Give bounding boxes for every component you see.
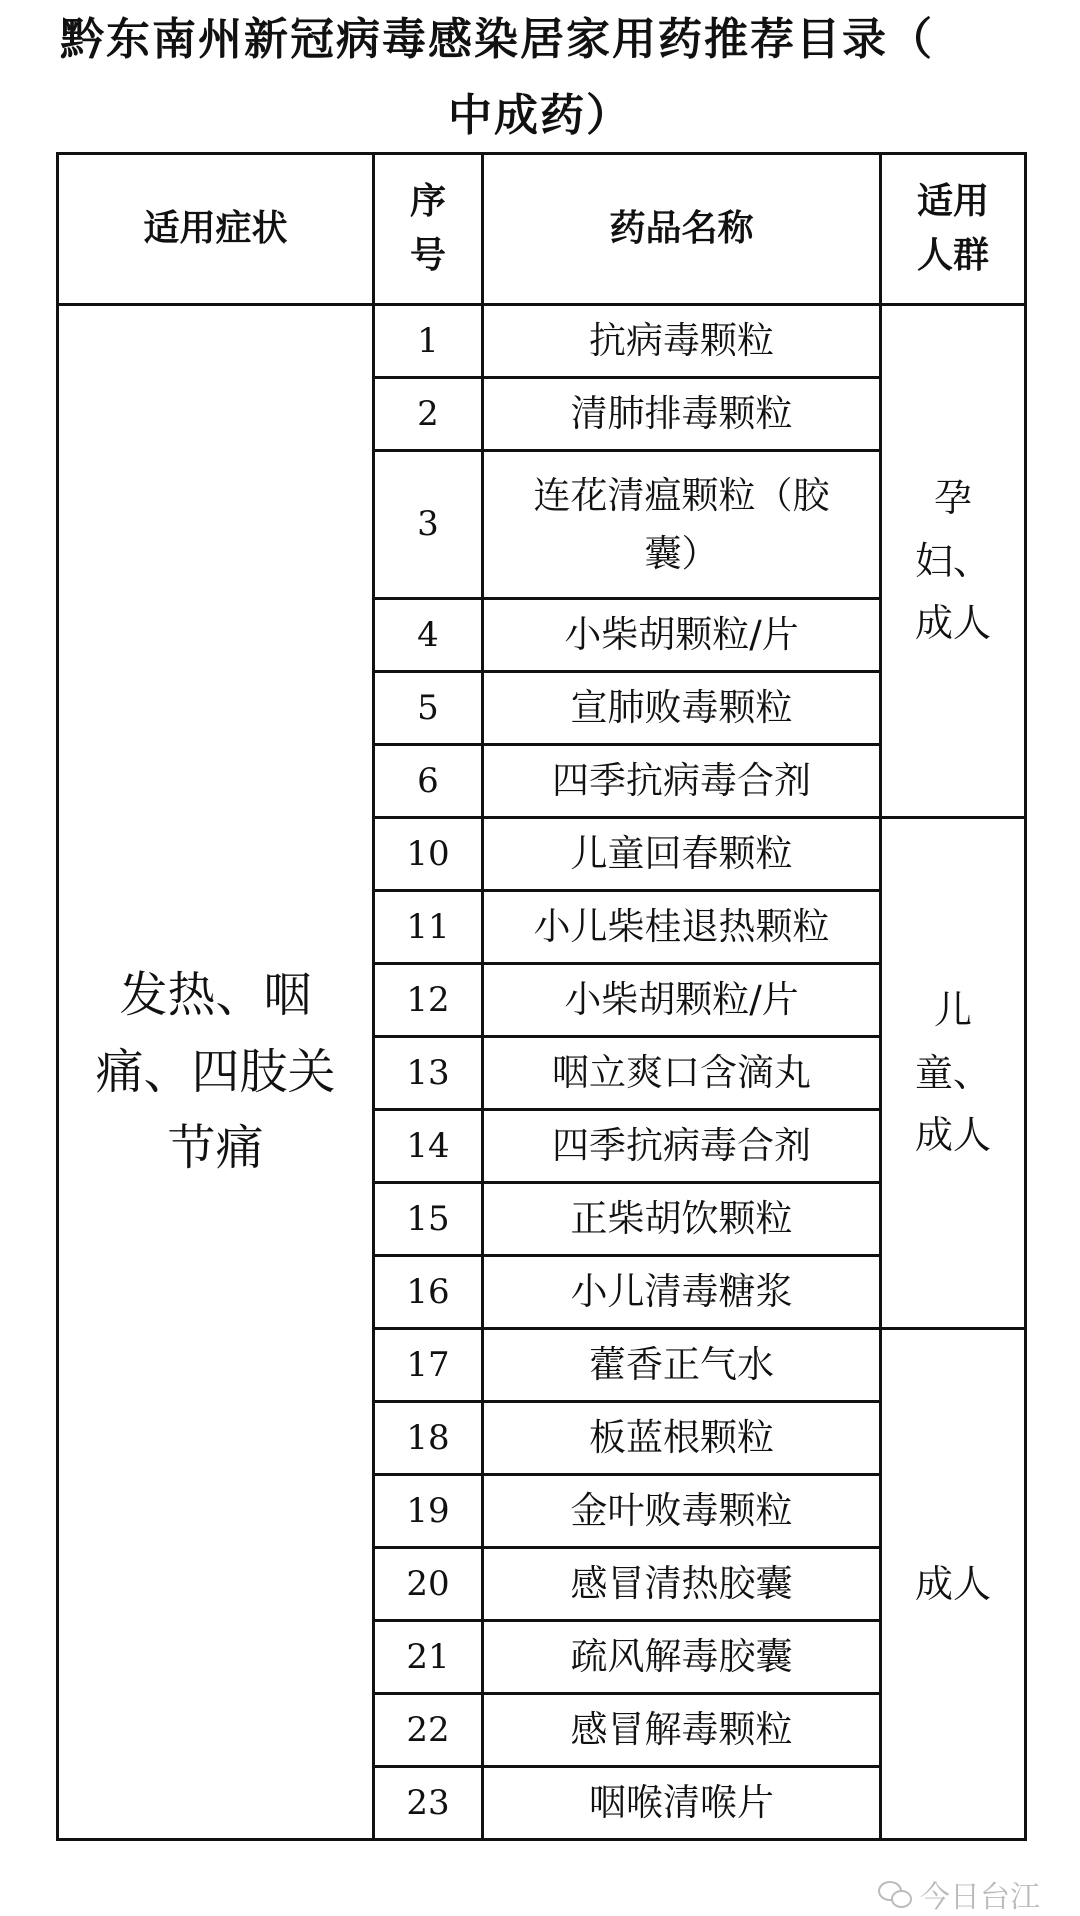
header-symptom: 适用症状	[58, 154, 374, 305]
drug-name: 连花清瘟颗粒（胶 囊）	[483, 451, 881, 599]
drug-name: 小儿清毒糖浆	[483, 1256, 881, 1329]
row-number: 4	[374, 599, 483, 672]
drug-name: 板蓝根颗粒	[483, 1402, 881, 1475]
table-row	[58, 305, 1026, 378]
medicine-table	[56, 152, 1027, 1841]
drug-name: 小柴胡颗粒/片	[483, 964, 881, 1037]
row-number: 6	[374, 745, 483, 818]
symptom-cell: 发热、咽 痛、四肢关 节痛	[58, 305, 374, 1840]
row-number: 22	[374, 1694, 483, 1767]
row-number: 5	[374, 672, 483, 745]
row-number: 20	[374, 1548, 483, 1621]
drug-name: 藿香正气水	[483, 1329, 881, 1402]
row-number: 10	[374, 818, 483, 891]
row-number: 11	[374, 891, 483, 964]
drug-name: 感冒清热胶囊	[483, 1548, 881, 1621]
row-number: 21	[374, 1621, 483, 1694]
row-number: 12	[374, 964, 483, 1037]
drug-name: 正柴胡饮颗粒	[483, 1183, 881, 1256]
drug-name: 儿童回春颗粒	[483, 818, 881, 891]
watermark	[878, 1872, 1040, 1916]
drug-name: 清肺排毒颗粒	[483, 378, 881, 451]
header-index: 序 号	[374, 154, 483, 305]
drug-name: 抗病毒颗粒	[483, 305, 881, 378]
drug-name: 疏风解毒胶囊	[483, 1621, 881, 1694]
row-number: 16	[374, 1256, 483, 1329]
group-cell-child-adult: 儿 童、 成人	[881, 818, 1026, 1329]
group-cell-adult: 成人	[881, 1329, 1026, 1840]
row-number: 13	[374, 1037, 483, 1110]
wechat-icon	[878, 1881, 912, 1907]
row-number: 18	[374, 1402, 483, 1475]
row-number: 17	[374, 1329, 483, 1402]
header-drug-name: 药品名称	[483, 154, 881, 305]
row-number: 15	[374, 1183, 483, 1256]
drug-name: 咽立爽口含滴丸	[483, 1037, 881, 1110]
row-number: 14	[374, 1110, 483, 1183]
document-title-line2: 中成药）	[448, 90, 632, 141]
row-number: 3	[374, 451, 483, 599]
drug-name: 感冒解毒颗粒	[483, 1694, 881, 1767]
row-number: 1	[374, 305, 483, 378]
header-group: 适用 人群	[881, 154, 1026, 305]
drug-name: 小儿柴桂退热颗粒	[483, 891, 881, 964]
drug-name: 四季抗病毒合剂	[483, 1110, 881, 1183]
row-number: 23	[374, 1767, 483, 1840]
row-number: 2	[374, 378, 483, 451]
drug-name: 咽喉清喉片	[483, 1767, 881, 1840]
document-title-line1: 黔东南州新冠病毒感染居家用药推荐目录（	[60, 14, 934, 65]
watermark-text: 今日台江	[920, 1880, 1040, 1915]
drug-name: 四季抗病毒合剂	[483, 745, 881, 818]
drug-name: 宣肺败毒颗粒	[483, 672, 881, 745]
table-header-row	[58, 154, 1026, 305]
drug-name: 金叶败毒颗粒	[483, 1475, 881, 1548]
row-number: 19	[374, 1475, 483, 1548]
group-cell-pregnant-adult: 孕 妇、 成人	[881, 305, 1026, 818]
drug-name: 小柴胡颗粒/片	[483, 599, 881, 672]
